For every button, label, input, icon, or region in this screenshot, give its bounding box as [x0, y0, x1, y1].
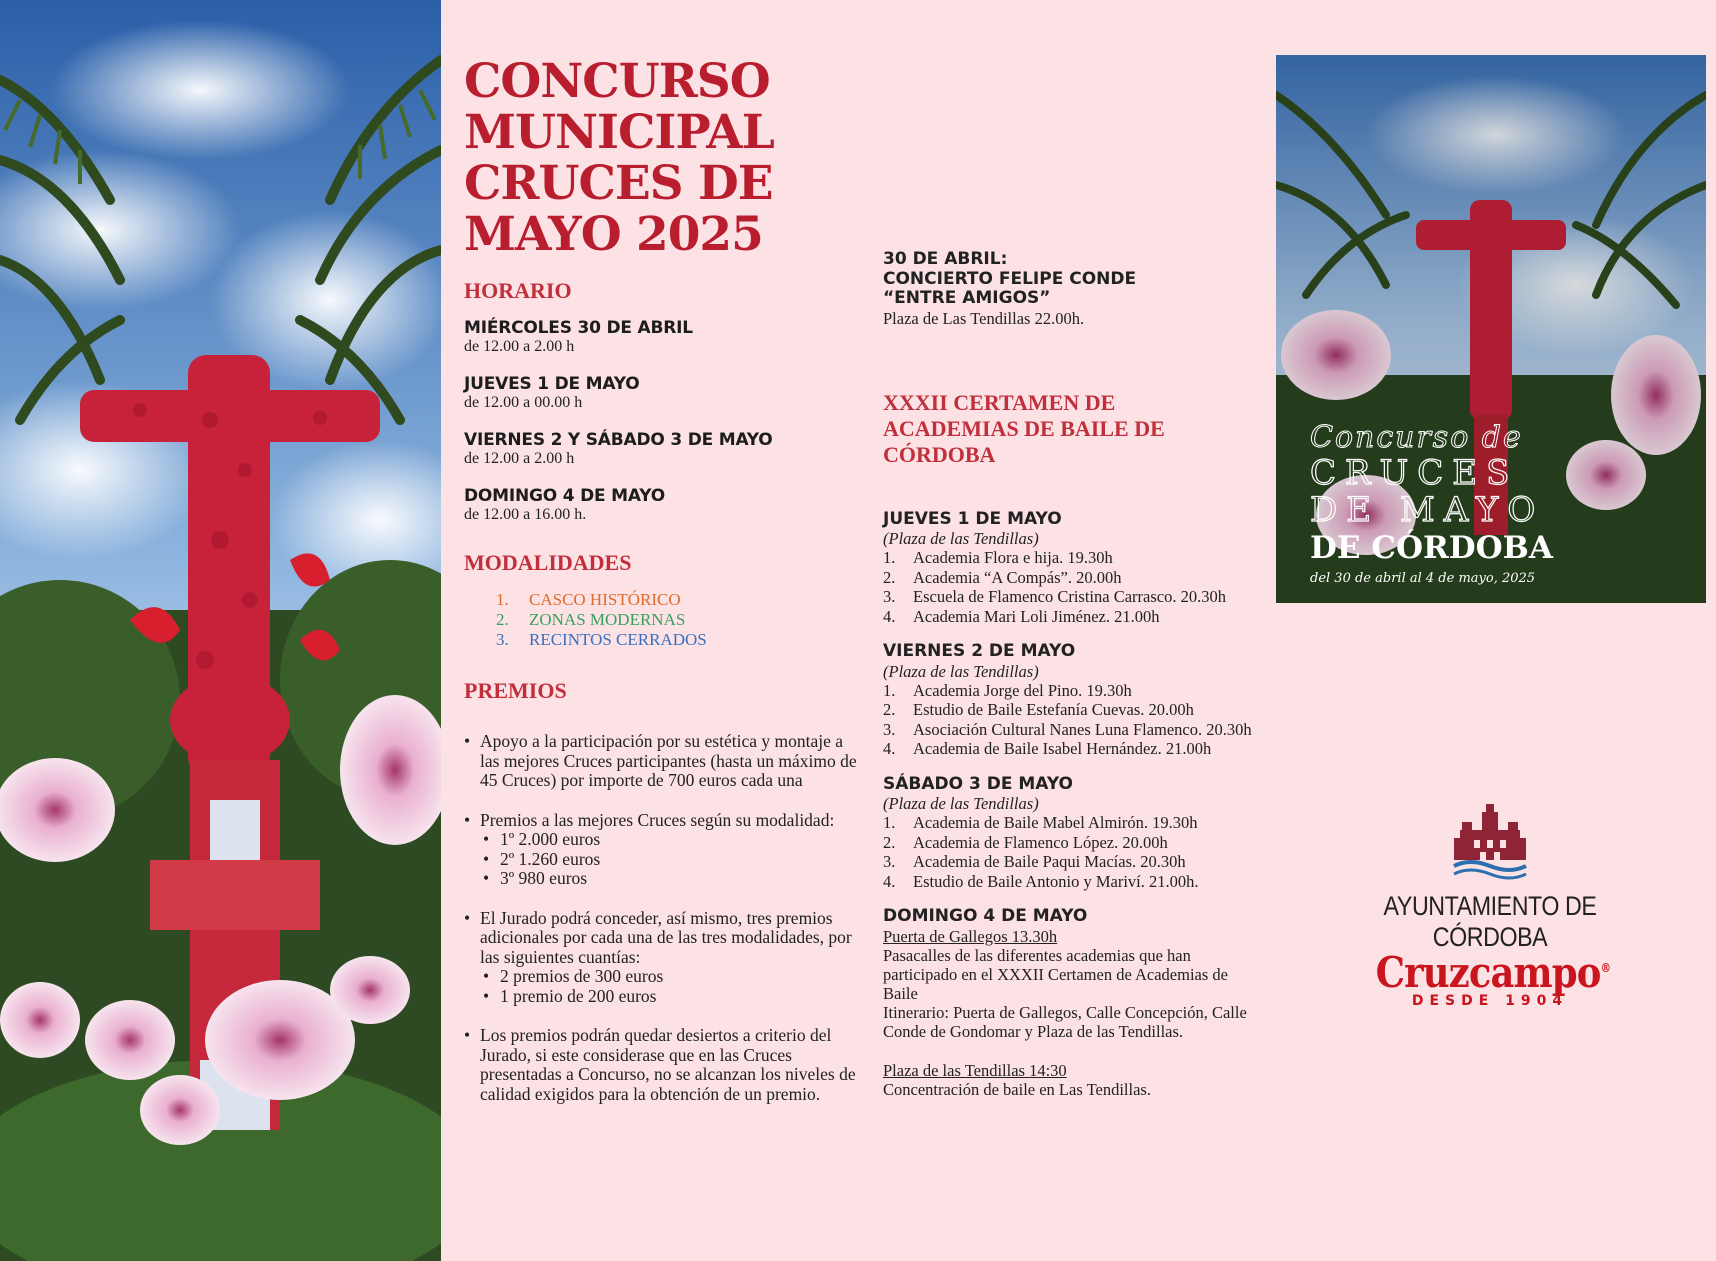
premio-text: Premios a las mejores Cruces según su modalidad:: [480, 809, 835, 830]
academia-text: Asociación Cultural Nanes Luna Flamenco. 20.30h: [913, 719, 1252, 739]
academia-item: [883, 872, 1263, 892]
horario-day: VIERNES 2 Y SÁBADO 3 DE MAYO: [464, 430, 773, 450]
certamen-day-place: (Plaza de las Tendillas): [883, 529, 1039, 548]
premio-subitem: • 1 premio de 200 euros: [480, 987, 864, 1007]
certamen-day-title: VIERNES 2 DE MAYO: [883, 641, 1076, 661]
academia-num: 4.: [883, 606, 896, 626]
title-line: MAYO 2025: [464, 207, 763, 262]
academia-num: 3.: [883, 719, 896, 739]
cruzcampo-wordmark: Cruzcampo: [1375, 948, 1601, 997]
concierto-line: “ENTRE AMIGOS”: [883, 288, 1051, 308]
premio-text: El Jurado podrá conceder, así mismo, tres premios adicionales por cada una de las tres modalidades, por las siguientes cuantías:: [480, 907, 852, 967]
premios-heading: PREMIOS: [464, 678, 567, 703]
title-line: MUNICIPAL: [464, 105, 774, 160]
academia-list: [883, 681, 1263, 759]
academia-item: [883, 548, 1263, 568]
premio-item: [464, 909, 864, 1007]
modalidad-num: 3.: [496, 630, 509, 649]
premio-subitem: • 1º 2.000 euros: [480, 830, 864, 850]
modalidad-item: [496, 630, 864, 650]
certamen-heading: [883, 390, 1263, 468]
academia-num: 2.: [883, 832, 896, 852]
concierto-line: 30 DE ABRIL:: [883, 249, 1008, 269]
academia-text: Academia de Baile Mabel Almirón. 19.30h: [913, 813, 1198, 832]
premio-subitem: • 2º 1.260 euros: [480, 850, 864, 870]
academia-num: 3.: [883, 587, 896, 606]
modalidad-label: CASCO HISTÓRICO: [529, 590, 681, 609]
academia-item: [883, 587, 1263, 607]
horario-list: [464, 318, 864, 524]
domingo-itinerario: Itinerario: Puerta de Gallegos, Calle Concepción, Calle Conde de Gondomar y Plaza de las Tendillas.: [883, 1002, 1247, 1041]
cruzcampo-tagline: DESDE 1904: [1411, 993, 1569, 1009]
horario-day: DOMINGO 4 DE MAYO: [464, 486, 665, 506]
academia-text: Academia de Baile Isabel Hernández. 21.00h: [913, 739, 1212, 758]
main-column: [464, 56, 864, 1124]
academia-text: Academia de Baile Paqui Macías. 20.30h: [913, 852, 1186, 871]
premio-text: Los premios podrán quedar desiertos a criterio del Jurado, si este considerase que en las Cruces presentadas a Concurso, no se alcanzan los niveles de calidad exigidos para la obtención de un premio.: [480, 1025, 856, 1104]
academia-text: Estudio de Baile Antonio y Mariví. 21.00h.: [913, 871, 1199, 891]
academia-item: [883, 813, 1263, 833]
academia-num: 1.: [883, 680, 896, 700]
ayuntamiento-name: AYUNTAMIENTO DE CÓRDOBA: [1383, 891, 1597, 952]
academia-num: 4.: [883, 739, 896, 758]
academia-num: 1.: [883, 548, 896, 567]
certamen-day-place: (Plaza de las Tendillas): [883, 794, 1039, 813]
premio-subitem: • 2 premios de 300 euros: [480, 967, 864, 987]
title-line: CRUCES DE: [464, 156, 773, 211]
academia-text: Academia Flora e hija. 19.30h: [913, 548, 1113, 567]
horario-time: de 12.00 a 16.00 h.: [464, 506, 587, 523]
academia-text: Academia Mari Loli Jiménez. 21.00h: [913, 606, 1160, 626]
academia-item: [883, 681, 1263, 701]
premio-item: [464, 1026, 864, 1104]
domingo-text: Concentración de baile en Las Tendillas.: [883, 1079, 1151, 1099]
horario-day: MIÉRCOLES 30 DE ABRIL: [464, 318, 693, 338]
poster-line: DE MAYO: [1310, 490, 1545, 530]
modalidades-heading: MODALIDADES: [464, 550, 632, 575]
title-line: CONCURSO: [464, 54, 770, 109]
certamen-heading-line: ACADEMIAS DE BAILE DE: [883, 415, 1165, 441]
academia-text: Academia “A Compás”. 20.00h: [913, 567, 1122, 587]
domingo-block: [883, 907, 1263, 1099]
page-title: [464, 56, 864, 260]
poster-image: [1276, 55, 1706, 603]
academia-num: 2.: [883, 567, 896, 587]
academia-list: [883, 813, 1263, 891]
modalidad-num: 1.: [496, 590, 509, 609]
horario-time: de 12.00 a 2.00 h: [464, 450, 575, 467]
premio-item: [464, 811, 864, 889]
certamen-column: [883, 250, 1263, 1115]
academia-item: [883, 852, 1263, 872]
academia-item: [883, 607, 1263, 627]
academia-num: 4.: [883, 871, 896, 891]
domingo-place: Puerta de Gallegos 13.30h: [883, 926, 1058, 946]
premio-item: [464, 732, 864, 791]
horario-time: de 12.00 a 2.00 h: [464, 338, 575, 355]
academia-list: [883, 548, 1263, 626]
academia-text: Estudio de Baile Estefanía Cuevas. 20.00h: [913, 700, 1194, 719]
premio-sublist: [480, 967, 864, 1006]
academia-num: 2.: [883, 700, 896, 719]
horario-heading: HORARIO: [464, 278, 572, 303]
city-emblem-icon: [1450, 800, 1530, 880]
cruzcampo-name: [1375, 948, 1611, 997]
premio-subitem: • 3º 980 euros: [480, 869, 864, 889]
certamen-heading-line: XXXII CERTAMEN DE: [883, 389, 1116, 415]
modalidad-label: ZONAS MODERNAS: [529, 610, 686, 629]
premio-text: Apoyo a la participación por su estética y montaje a las mejores Cruces participantes (hasta un máximo de 45 Cruces) por importe de 700 euros cada una: [480, 731, 857, 790]
academia-item: [883, 720, 1263, 740]
academia-item: [883, 568, 1263, 588]
certamen-day-title: SÁBADO 3 DE MAYO: [883, 773, 1073, 794]
certamen-day: [883, 642, 1263, 759]
academia-item: [883, 833, 1263, 853]
cross-photo: [0, 0, 441, 1261]
modalidad-label: RECINTOS CERRADOS: [529, 630, 707, 649]
poster-text: [1310, 420, 1553, 586]
concierto-line: CONCIERTO FELIPE CONDE: [883, 268, 1137, 289]
modalidad-item: [496, 590, 864, 610]
certamen-heading-line: CÓRDOBA: [883, 441, 996, 467]
certamen-day-title: JUEVES 1 DE MAYO: [883, 508, 1062, 529]
academia-num: 3.: [883, 852, 896, 871]
academia-num: 1.: [883, 813, 896, 832]
premio-sublist: [480, 830, 864, 889]
domingo-title: DOMINGO 4 DE MAYO: [883, 906, 1088, 926]
modalidad-num: 2.: [496, 610, 509, 629]
cruzcampo-logo: [1360, 948, 1620, 1009]
concierto-block: [883, 250, 1263, 328]
academia-text: Escuela de Flamenco Cristina Carrasco. 20.30h: [913, 587, 1226, 606]
academia-text: Academia Jorge del Pino. 19.30h: [913, 680, 1132, 700]
certamen-day: [883, 510, 1263, 627]
certamen-day-place: (Plaza de las Tendillas): [883, 661, 1039, 681]
premios-list: [464, 732, 864, 1104]
registered-mark: ®: [1600, 961, 1611, 975]
concierto-place: Plaza de Las Tendillas 22.00h.: [883, 308, 1085, 328]
academia-item: [883, 700, 1263, 720]
ayuntamiento-logo: [1340, 800, 1640, 953]
poster-line: CRUCES: [1310, 453, 1519, 493]
modalidad-item: [496, 610, 864, 630]
domingo-text: Pasacalles de las diferentes academias que han participado en el XXXII Certamen de Academias de Baile: [883, 945, 1228, 1003]
horario-time: de 12.00 a 00.00 h: [464, 394, 583, 411]
certamen-day: [883, 775, 1263, 892]
poster-script: Concurso de: [1310, 420, 1523, 455]
domingo-place: Plaza de las Tendillas 14:30: [883, 1060, 1067, 1080]
academia-item: [883, 739, 1263, 759]
horario-day: JUEVES 1 DE MAYO: [464, 374, 640, 394]
poster-dates: del 30 de abril al 4 de mayo, 2025: [1310, 571, 1536, 586]
academia-text: Academia de Flamenco López. 20.00h: [913, 832, 1168, 852]
poster-line: DE CÓRDOBA: [1310, 530, 1553, 566]
modalidades-list: [496, 590, 864, 650]
